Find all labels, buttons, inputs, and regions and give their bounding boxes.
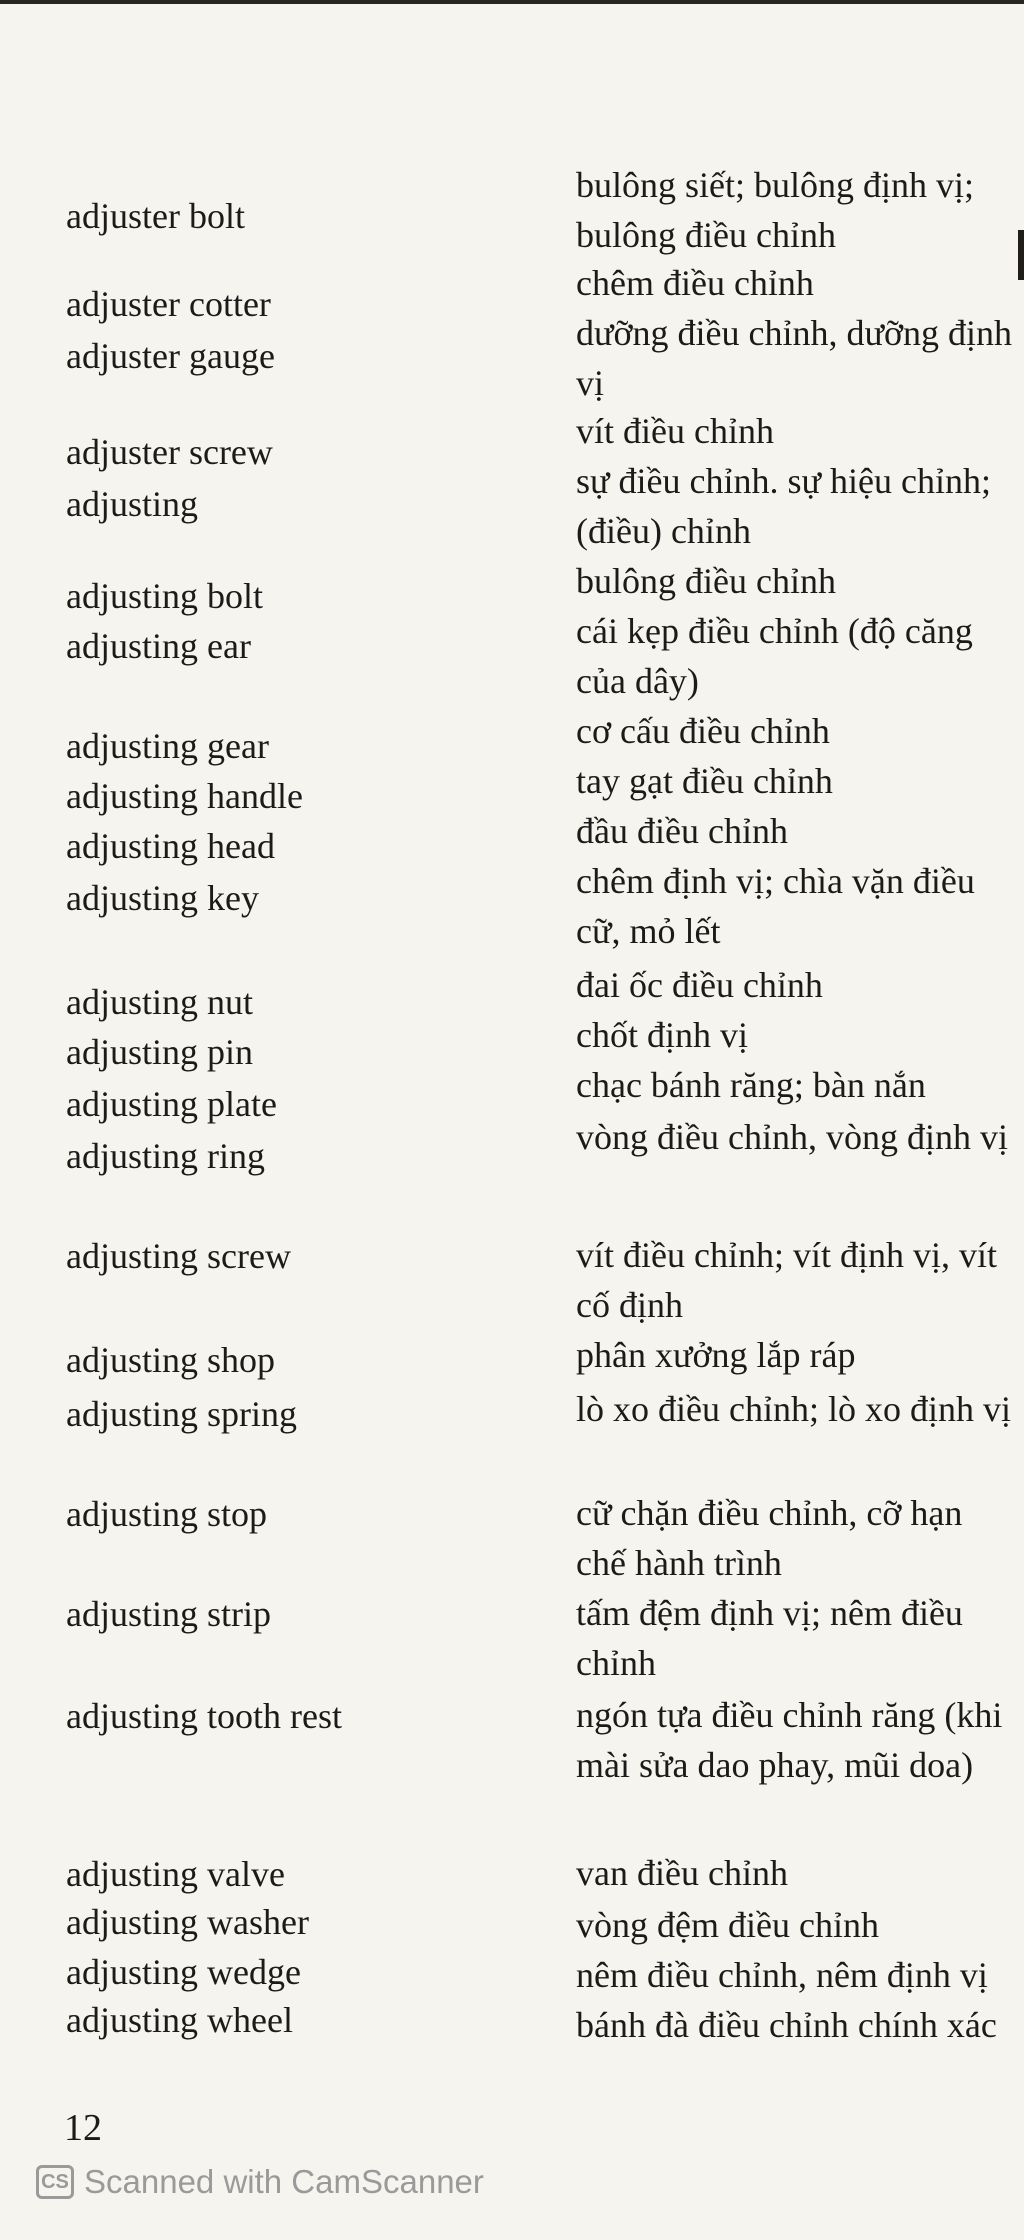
entry-definition: bulông siết; bulông định vị; bulông điều chỉnh (576, 165, 975, 255)
entry-definition: cơ cấu điều chỉnh (576, 711, 830, 751)
entry-definition: đầu điều chỉnh (576, 811, 788, 851)
entry-term: adjusting spring (66, 1394, 297, 1434)
entry-term: adjusting handle (66, 776, 303, 816)
entry-definition: chêm định vị; chìa vặn điều cữ, mỏ lết (576, 861, 975, 951)
entry-definition: van điều chỉnh (576, 1853, 788, 1893)
entry-definition: chạc bánh răng; bàn nắn (576, 1065, 926, 1105)
entry-term: adjusting head (66, 826, 275, 866)
entry-term: adjusting shop (66, 1340, 276, 1380)
entry-term: adjusting screw (66, 1236, 291, 1276)
page-top-border (0, 0, 1024, 4)
entry-definition: tấm đệm định vị; nêm điều chỉnh (576, 1593, 963, 1683)
entry-definition: vít điều chỉnh (576, 411, 774, 451)
entry-definition: nêm điều chỉnh, nêm định vị (576, 1955, 988, 1995)
entry-definition: tay gạt điều chỉnh (576, 761, 833, 801)
entry-term: adjusting key (66, 878, 259, 918)
entry-term: adjusting pin (66, 1032, 253, 1072)
entry-term: adjusting tooth rest (66, 1696, 342, 1736)
entry-term: adjuster gauge (66, 336, 275, 376)
camscanner-logo-icon: CS (36, 2165, 74, 2199)
entry-definition: cái kẹp điều chỉnh (độ căng của dây) (576, 611, 973, 701)
entry-term: adjusting wedge (66, 1952, 301, 1992)
entry-term: adjusting washer (66, 1902, 309, 1942)
page-number: 12 (64, 2107, 102, 2149)
entry-definition: lò xo điều chỉnh; lò xo định vị (576, 1389, 1011, 1429)
footer-text: Scanned with CamScanner (84, 2163, 484, 2200)
entry-definition: bánh đà điều chỉnh chính xác (576, 2005, 997, 2045)
entry-term: adjusting ear (66, 626, 251, 666)
entry-definition: chốt định vị (576, 1015, 748, 1055)
entry-term: adjusting gear (66, 726, 269, 766)
entry-term: adjusting nut (66, 982, 253, 1022)
entry-term: adjusting (66, 484, 198, 524)
entry-definition: cữ chặn điều chỉnh, cỡ hạn chế hành trình (576, 1493, 963, 1583)
entry-term: adjuster cotter (66, 284, 271, 324)
entry-term: adjusting wheel (66, 2000, 293, 2040)
entry-term: adjusting strip (66, 1594, 271, 1634)
entry-term: adjusting bolt (66, 576, 263, 616)
entry-definition: ngón tựa điều chỉnh răng (khi mài sửa dao phay, mũi doa) (576, 1695, 1003, 1785)
entry-term: adjusting valve (66, 1854, 285, 1894)
entry-definition: sự điều chỉnh. sự hiệu chỉnh; (điều) chỉnh (576, 461, 991, 551)
entry-definition: phân xưởng lắp ráp (576, 1335, 856, 1375)
entry-definition: bulông điều chỉnh (576, 561, 836, 601)
entry-term: adjusting ring (66, 1136, 265, 1176)
entry-definition: vít điều chỉnh; vít định vị, vít cố định (576, 1235, 997, 1325)
entry-definition: vòng đệm điều chỉnh (576, 1905, 879, 1945)
entry-term: adjuster bolt (66, 196, 245, 236)
entry-term: adjusting plate (66, 1084, 277, 1124)
entry-definition: chêm điều chỉnh (576, 263, 814, 303)
entry-term: adjusting stop (66, 1494, 268, 1534)
entry-definition: dưỡng điều chỉnh, dưỡng định vị (576, 313, 1013, 403)
entry-definition: đai ốc điều chỉnh (576, 965, 823, 1005)
scanner-footer (36, 2160, 484, 2204)
entry-term: adjuster screw (66, 432, 273, 472)
entry-definition: vòng điều chỉnh, vòng định vị (576, 1117, 1008, 1157)
